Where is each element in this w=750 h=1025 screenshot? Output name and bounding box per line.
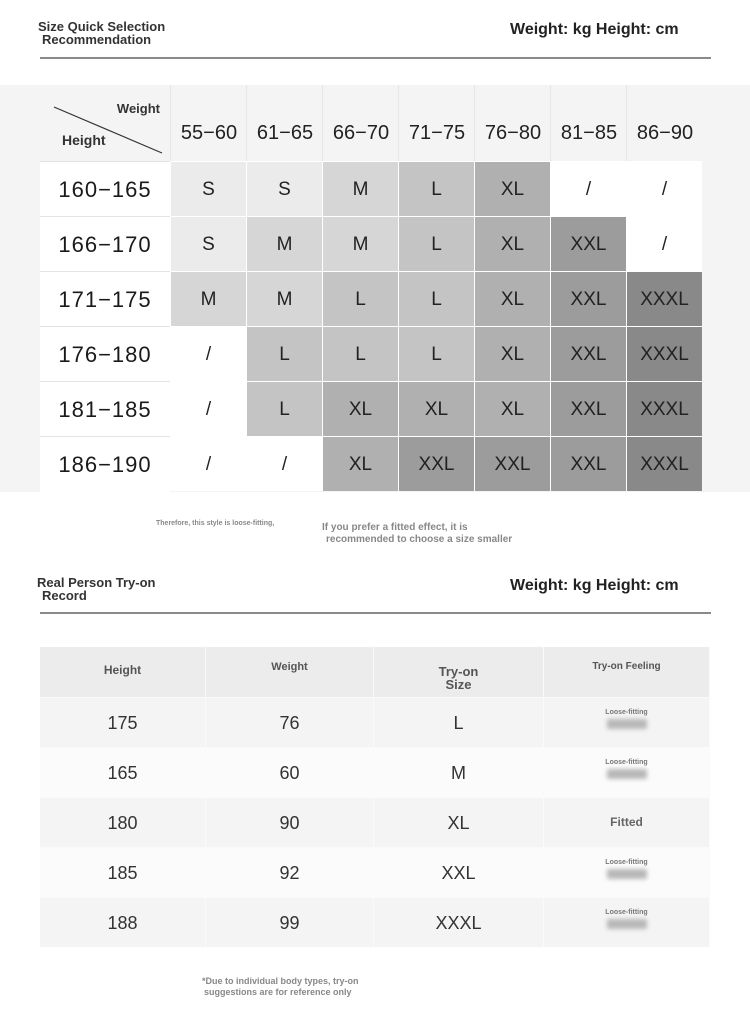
size-cell: XL [322, 381, 398, 436]
height-row-header: 181−185 [40, 381, 170, 437]
footnote-line1: *Due to individual body types, try-on [202, 976, 359, 986]
size-cell: XL [322, 436, 398, 491]
size-cell: M [246, 271, 322, 326]
tryon-size-cell: XL [374, 797, 544, 847]
size-section-divider [40, 57, 711, 59]
size-cell: M [170, 271, 246, 326]
size-cell: XL [474, 271, 550, 326]
size-cell: / [550, 161, 626, 216]
weight-column-header: 86−90 [626, 85, 703, 161]
weight-column-header: 71−75 [398, 85, 475, 161]
tryon-feeling-cell [544, 897, 710, 947]
size-cell: XXL [550, 216, 626, 271]
size-cell: XXXL [626, 381, 702, 436]
tryon-feeling-label: Loose-fitting [605, 709, 648, 716]
size-cell: / [170, 436, 246, 491]
tryon-size-cell: XXXL [374, 897, 544, 947]
size-cell: XL [474, 326, 550, 381]
size-section-units: Weight: kg Height: cm [510, 21, 679, 38]
size-cell: XXL [550, 436, 626, 491]
tryon-feeling-label: Loose-fitting [605, 859, 648, 866]
tryon-feeling-cell [544, 797, 710, 847]
blurred-text-mark [607, 719, 647, 729]
tryon-feeling-label: Fitted [610, 815, 643, 829]
tryon-size-cell: M [374, 747, 544, 797]
tryon-section-title-line1: Real Person Try-on [37, 575, 156, 590]
tryon-header-height-label: Height [103, 663, 142, 677]
size-cell: L [322, 271, 398, 326]
weight-column-header: 66−70 [322, 85, 399, 161]
blurred-text-mark [607, 869, 647, 879]
tryon-weight-cell: 92 [206, 847, 374, 897]
tryon-height-cell: 188 [40, 897, 206, 947]
tryon-height-cell: 175 [40, 697, 206, 747]
tryon-header-size-line2: Size [445, 677, 472, 692]
tryon-section-divider [40, 612, 711, 614]
weight-column-header: 61−65 [246, 85, 323, 161]
size-section-title [38, 20, 165, 46]
size-cell: / [626, 216, 702, 271]
size-cell: XXL [550, 381, 626, 436]
corner-height-label: Height [62, 132, 106, 148]
tryon-section-units: Weight: kg Height: cm [510, 577, 679, 594]
tryon-size-cell: L [374, 697, 544, 747]
size-cell: / [170, 381, 246, 436]
size-cell: L [246, 381, 322, 436]
footnote [202, 976, 359, 998]
blurred-text-mark [607, 919, 647, 929]
tryon-section-title-line2: Record [42, 588, 87, 603]
tryon-header-feeling-label: Try-on Feeling [592, 661, 661, 672]
height-row-header: 186−190 [40, 436, 170, 492]
size-cell: M [322, 161, 398, 216]
size-advice-note [322, 522, 512, 546]
size-cell: S [246, 161, 322, 216]
size-cell: XL [474, 216, 550, 271]
size-cell: L [398, 326, 474, 381]
size-cell: / [626, 161, 702, 216]
tryon-section-title [37, 576, 155, 602]
height-row-header: 171−175 [40, 271, 170, 327]
size-cell: XXL [550, 271, 626, 326]
size-cell: XXL [398, 436, 474, 491]
height-row-header: 166−170 [40, 216, 170, 272]
tryon-feeling-label: Loose-fitting [605, 759, 648, 766]
size-advice-line1: If you prefer a fitted effect, it is [322, 522, 468, 533]
tryon-weight-cell: 76 [206, 697, 374, 747]
size-cell: XXL [550, 326, 626, 381]
tryon-header-size-line1: Try-on [438, 664, 479, 679]
size-cell: XXXL [626, 271, 702, 326]
size-cell: S [170, 161, 246, 216]
tryon-feeling-cell [544, 847, 710, 897]
size-cell: XXXL [626, 326, 702, 381]
size-cell: XL [474, 381, 550, 436]
size-cell: / [170, 326, 246, 381]
size-cell: L [398, 271, 474, 326]
tryon-header-feeling [544, 647, 710, 697]
tryon-height-cell: 165 [40, 747, 206, 797]
size-cell: M [246, 216, 322, 271]
size-cell: L [246, 326, 322, 381]
tryon-weight-cell: 90 [206, 797, 374, 847]
size-cell: M [322, 216, 398, 271]
corner-diagonal [40, 85, 170, 161]
size-cell: L [322, 326, 398, 381]
size-cell: S [170, 216, 246, 271]
tryon-weight-cell: 99 [206, 897, 374, 947]
footnote-line2: suggestions are for reference only [204, 987, 352, 997]
size-section-title-line2: Recommendation [42, 32, 152, 47]
tryon-header-weight-label: Weight [271, 661, 308, 673]
size-cell: XL [398, 381, 474, 436]
corner-weight-label: Weight [116, 101, 160, 116]
size-cell: XL [474, 161, 550, 216]
blurred-text-mark [607, 769, 647, 779]
size-cell: / [246, 436, 322, 491]
size-section-title-line1: Size Quick Selection [38, 19, 166, 34]
height-row-header: 176−180 [40, 326, 170, 382]
tryon-header-height [40, 647, 206, 697]
tryon-header-weight [206, 647, 374, 697]
weight-column-header: 55−60 [170, 85, 247, 161]
tryon-feeling-cell [544, 747, 710, 797]
weight-column-header: 81−85 [550, 85, 627, 161]
tryon-feeling-label: Loose-fitting [605, 909, 648, 916]
size-cell: XXXL [626, 436, 702, 491]
tryon-height-cell: 180 [40, 797, 206, 847]
weight-column-header: 76−80 [474, 85, 551, 161]
tryon-weight-cell: 60 [206, 747, 374, 797]
size-cell: L [398, 216, 474, 271]
size-cell: XXL [474, 436, 550, 491]
size-advice-line2: recommended to choose a size smaller [326, 534, 513, 545]
height-row-header: 160−165 [40, 161, 170, 217]
tryon-height-cell: 185 [40, 847, 206, 897]
loose-fit-note: Therefore, this style is loose-fitting, [156, 520, 275, 527]
tryon-header-size [374, 647, 544, 697]
size-chart-corner [40, 85, 170, 161]
tryon-size-cell: XXL [374, 847, 544, 897]
tryon-feeling-cell [544, 697, 710, 747]
size-chart [0, 85, 750, 492]
size-cell: L [398, 161, 474, 216]
